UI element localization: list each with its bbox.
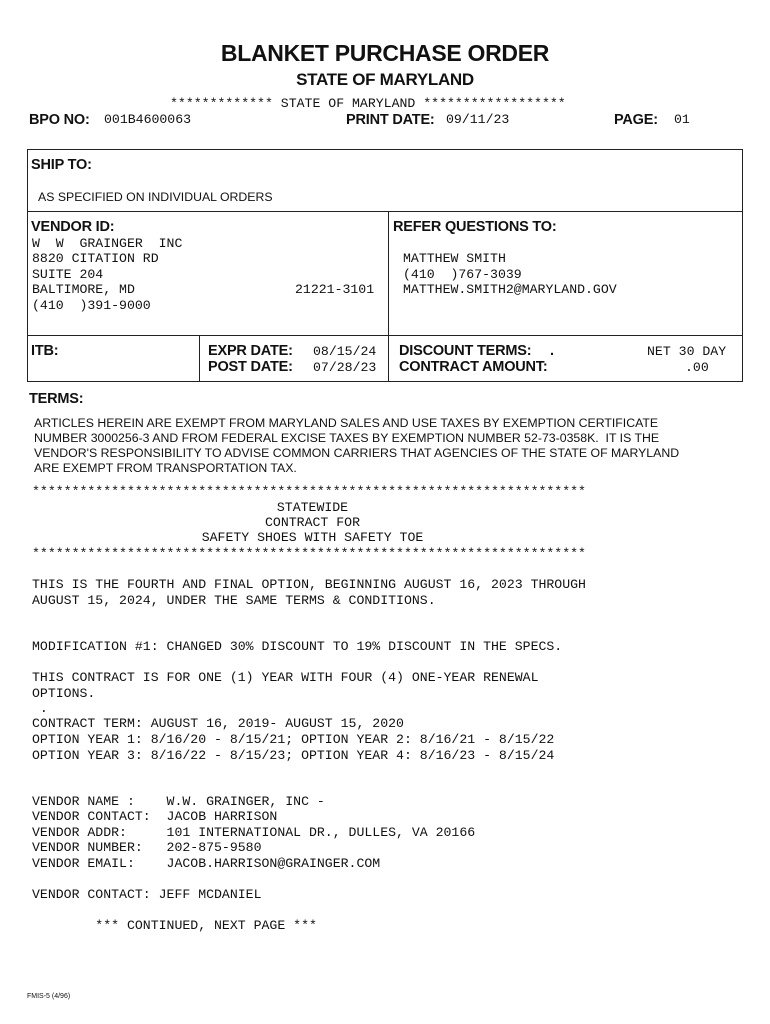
body-line: AUGUST 15, 2024, UNDER THE SAME TERMS & CONDITIONS. bbox=[32, 593, 436, 608]
discount-terms-dot: . bbox=[550, 343, 554, 359]
body-line: VENDOR NUMBER: 202-875-9580 bbox=[32, 840, 262, 855]
expr-date-label: EXPR DATE: bbox=[208, 343, 293, 359]
contract-heading-line: CONTRACT FOR bbox=[265, 515, 360, 530]
itb-label: ITB: bbox=[31, 343, 59, 359]
stars-divider-bottom: ********************************************************************** bbox=[32, 546, 586, 561]
print-date-label: PRINT DATE: bbox=[346, 112, 435, 128]
body-line: MODIFICATION #1: CHANGED 30% DISCOUNT TO 19% DISCOUNT IN THE SPECS. bbox=[32, 639, 563, 654]
form-id: FMIS-5 (4/96) bbox=[27, 993, 71, 1000]
body-line: VENDOR ADDR: 101 INTERNATIONAL DR., DULLES, VA 20166 bbox=[32, 825, 476, 840]
contract-amount-label: CONTRACT AMOUNT: bbox=[399, 359, 548, 375]
vendor-line: 8820 CITATION RD bbox=[32, 251, 159, 266]
print-date-value: 09/11/23 bbox=[446, 112, 510, 127]
body-line: VENDOR CONTACT: JACOB HARRISON bbox=[32, 809, 278, 824]
document-subtitle: STATE OF MARYLAND bbox=[296, 70, 474, 89]
terms-label: TERMS: bbox=[29, 391, 84, 407]
body-line: VENDOR EMAIL: JACOB.HARRISON@GRAINGER.COM bbox=[32, 856, 381, 871]
terms-line: ARTICLES HEREIN ARE EXEMPT FROM MARYLAND SALES AND USE TAXES BY EXEMPTION CERTIFICATE bbox=[34, 416, 659, 430]
post-date-value: 07/28/23 bbox=[313, 360, 377, 375]
stars-banner: ************* STATE OF MARYLAND ****************** bbox=[170, 96, 566, 111]
vendor-zip: 21221-3101 bbox=[295, 282, 375, 297]
divider-itb-dates bbox=[199, 335, 200, 382]
body-line: THIS IS THE FOURTH AND FINAL OPTION, BEGINNING AUGUST 16, 2023 THROUGH bbox=[32, 577, 586, 592]
ship-to-label: SHIP TO: bbox=[31, 157, 92, 173]
discount-terms-value: NET 30 DAY bbox=[647, 344, 727, 359]
divider-vendor-refer bbox=[388, 211, 389, 382]
divider-shipto bbox=[27, 211, 743, 212]
terms-line: NUMBER 3000256-3 AND FROM FEDERAL EXCISE TAXES BY EXEMPTION NUMBER 52-73-0358K. IT IS THE bbox=[34, 431, 660, 445]
refer-line: MATTHEW SMITH bbox=[403, 251, 506, 266]
vendor-line: SUITE 204 bbox=[32, 267, 104, 282]
page-label: PAGE: bbox=[614, 112, 658, 128]
refer-questions-label: REFER QUESTIONS TO: bbox=[393, 219, 557, 235]
refer-line: (410 )767-3039 bbox=[403, 267, 522, 282]
body-line: VENDOR CONTACT: JEFF MCDANIEL bbox=[32, 887, 262, 902]
divider-vendor bbox=[27, 335, 743, 336]
bpo-number: 001B4600063 bbox=[104, 112, 192, 127]
stars-divider-top: ********************************************************************** bbox=[32, 484, 586, 499]
ship-to-value: AS SPECIFIED ON INDIVIDUAL ORDERS bbox=[38, 190, 273, 204]
contract-heading-line: SAFETY SHOES WITH SAFETY TOE bbox=[201, 530, 424, 545]
body-line: CONTRACT TERM: AUGUST 16, 2019- AUGUST 15, 2020 bbox=[32, 716, 404, 731]
vendor-id-label: VENDOR ID: bbox=[31, 219, 115, 235]
terms-line: VENDOR'S RESPONSIBILITY TO ADVISE COMMON CARRIERS THAT AGENCIES OF THE STATE OF MARYLAND bbox=[34, 446, 680, 460]
page-number: 01 bbox=[674, 112, 690, 127]
body-line: . bbox=[32, 701, 48, 716]
refer-line: MATTHEW.SMITH2@MARYLAND.GOV bbox=[403, 282, 617, 297]
post-date-label: POST DATE: bbox=[208, 359, 293, 375]
vendor-line: (410 )391-9000 bbox=[32, 298, 151, 313]
body-line: OPTIONS. bbox=[32, 686, 96, 701]
body-line: THIS CONTRACT IS FOR ONE (1) YEAR WITH FOUR (4) ONE-YEAR RENEWAL bbox=[32, 670, 539, 685]
vendor-line: W W GRAINGER INC bbox=[32, 236, 183, 251]
document-title: BLANKET PURCHASE ORDER bbox=[220, 40, 550, 66]
body-line: OPTION YEAR 3: 8/16/22 - 8/15/23; OPTION YEAR 4: 8/16/23 - 8/15/24 bbox=[32, 748, 555, 763]
bpo-label: BPO NO: bbox=[29, 112, 90, 128]
body-line: OPTION YEAR 1: 8/16/20 - 8/15/21; OPTION YEAR 2: 8/16/21 - 8/15/22 bbox=[32, 732, 555, 747]
contract-heading-line: STATEWIDE bbox=[276, 500, 349, 515]
expr-date-value: 08/15/24 bbox=[313, 344, 377, 359]
discount-terms-label: DISCOUNT TERMS: bbox=[399, 343, 532, 359]
body-line: VENDOR NAME : W.W. GRAINGER, INC - bbox=[32, 794, 325, 809]
contract-amount-value: .00 bbox=[685, 360, 709, 375]
body-line: *** CONTINUED, NEXT PAGE *** bbox=[32, 918, 317, 933]
terms-line: ARE EXEMPT FROM TRANSPORTATION TAX. bbox=[34, 461, 297, 475]
vendor-line: BALTIMORE, MD bbox=[32, 282, 135, 297]
